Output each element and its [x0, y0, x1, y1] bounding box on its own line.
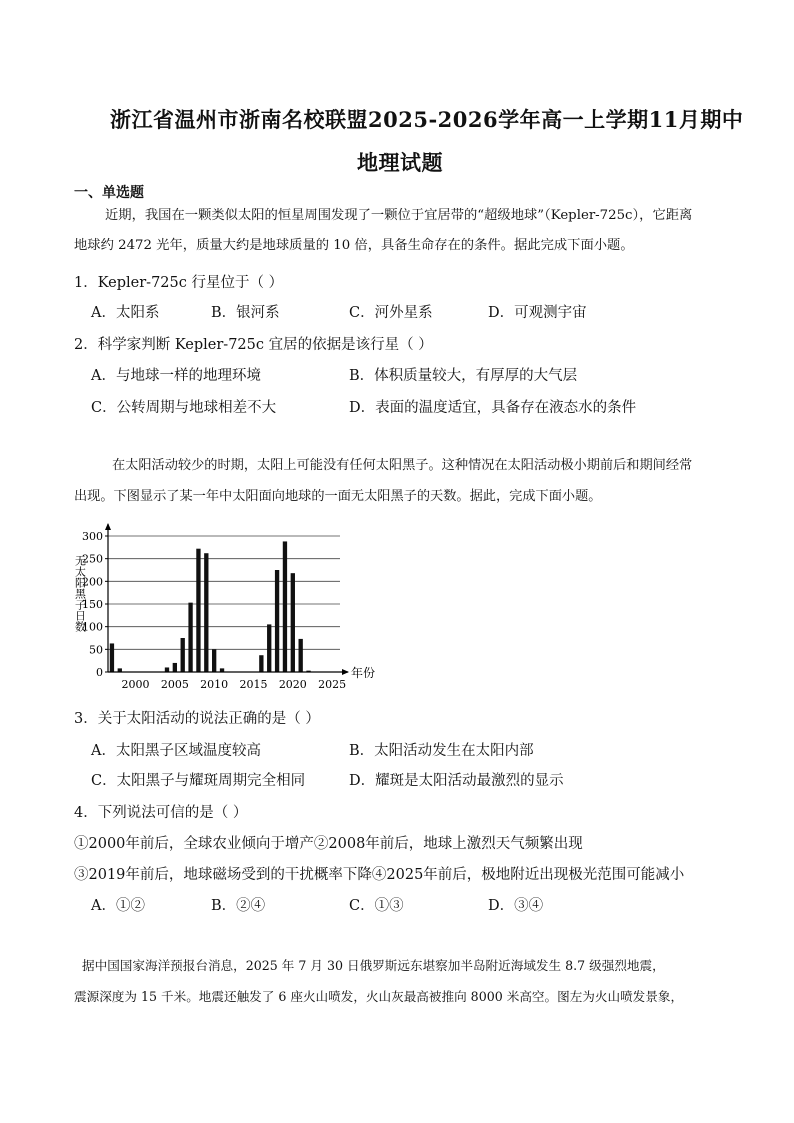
chart-x-axis-arrow — [342, 669, 349, 675]
q1-option-b: B．银河系 — [211, 305, 280, 321]
section-heading: 一、单选题 — [74, 185, 144, 201]
q1-stem: 1．Kepler-725c 行星位于（ ） — [74, 275, 284, 291]
chart-bar — [283, 541, 287, 672]
q4-option-c: C．①③ — [349, 898, 404, 914]
q3-option-a: A．太阳黑子区域温度较高 — [91, 743, 261, 759]
chart-y-tick-label: 250 — [82, 552, 103, 566]
q2-option-a: A．与地球一样的地理环境 — [91, 368, 261, 384]
q4-option-b: B．②④ — [211, 898, 266, 914]
q1-option-c: C．河外星系 — [349, 305, 433, 321]
chart-bar — [204, 553, 208, 672]
q3-option-c: C．太阳黑子与耀斑周期完全相同 — [91, 773, 306, 789]
q2-option-d: D．表面的温度适宜，具备存在液态水的条件 — [349, 400, 637, 416]
q2-option-b: B．体积质量较大，有厚厚的大气层 — [349, 368, 578, 384]
chart-bar — [299, 639, 303, 672]
chart-x-tick-label: 2005 — [160, 678, 189, 691]
passage3-line2: 震源深度为 15 千米。地震还触发了 6 座火山喷发，火山灰最高被推向 8000 米高空。图左为火山喷发景象， — [74, 989, 684, 1004]
page-title-line2: 地理试题 — [357, 150, 443, 175]
passage2-line2: 出现。下图显示了某一年中太阳面向地球的一面无太阳黑子的天数。据此，完成下面小题。 — [74, 489, 602, 504]
chart-y-tick-label: 50 — [89, 643, 103, 657]
chart-y-tick-label: 150 — [82, 598, 103, 611]
chart-bar — [259, 655, 263, 672]
q4-stem: 4．下列说法可信的是（ ） — [74, 805, 248, 821]
chart-bar — [188, 603, 192, 672]
passage1-line1: 近期，我国在一颗类似太阳的恒星周围发现了一颗位于宜居带的“超级地球”（Kepler-725c），它距离 — [105, 208, 693, 223]
chart-x-tick-label: 2000 — [121, 678, 150, 691]
q4-statement-line2: ③2019年前后，地球磁场受到的干扰概率下降④2025年前后，极地附近出现极光范围可能减小 — [74, 867, 685, 883]
q3-option-d: D．耀斑是太阳活动最激烈的显示 — [349, 773, 564, 789]
chart-y-tick-label: 100 — [82, 620, 103, 634]
chart-bar — [275, 570, 279, 672]
chart-bar — [212, 649, 216, 672]
chart-x-ticks — [122, 678, 347, 691]
chart-x-tick-label: 2020 — [278, 678, 307, 691]
chart-bar — [291, 573, 295, 672]
chart-bar — [181, 638, 185, 672]
chart-y-tick-label: 200 — [82, 575, 103, 589]
q1-option-a: A．太阳系 — [91, 305, 160, 321]
chart-y-label: 无太阳黑子日数 — [73, 555, 87, 632]
passage1-line2: 地球约 2472 光年，质量大约是地球质量的 10 倍，具备生命存在的条件。据此完成下面小题。 — [74, 238, 634, 253]
chart-bar — [267, 624, 271, 672]
q3-option-b: B．太阳活动发生在太阳内部 — [349, 743, 534, 759]
chart-x-tick-label: 2015 — [239, 678, 268, 691]
q1-option-d: D．可观测宇宙 — [488, 305, 587, 321]
q4-statement-line1: ①2000年前后，全球农业倾向于增产②2008年前后，地球上激烈天气频繁出现 — [74, 836, 583, 852]
q4-option-d: D．③④ — [488, 898, 544, 914]
page-title-line1: 浙江省温州市浙南名校联盟2025-2026学年高一上学期11月期中 — [110, 107, 744, 132]
chart-x-label: 年份 — [351, 666, 376, 680]
chart-bar — [196, 549, 200, 672]
q4-option-a: A．①② — [91, 898, 145, 914]
chart-y-tick-label: 300 — [82, 530, 103, 543]
chart-y-axis-arrow — [105, 523, 111, 530]
chart-y-tick-label: 0 — [96, 666, 103, 679]
q2-stem: 2．科学家判断 Kepler-725c 宜居的依据是该行星（ ） — [74, 337, 433, 353]
chart-x-tick-label: 2010 — [200, 678, 229, 691]
chart-bar — [165, 667, 169, 672]
chart-x-tick-label: 2025 — [318, 678, 347, 691]
sunspot-bar-chart — [73, 520, 388, 691]
chart-bar — [173, 663, 177, 672]
chart-bars — [110, 541, 311, 672]
passage2-line1: 在太阳活动较少的时期，太阳上可能没有任何太阳黑子。这种情况在太阳活动极小期前后和期间经常 — [112, 458, 693, 473]
q2-option-c: C．公转周期与地球相差不大 — [91, 400, 277, 416]
chart-axes — [105, 523, 349, 675]
chart-gridlines — [108, 536, 340, 649]
q3-stem: 3．关于太阳活动的说法正确的是（ ） — [74, 711, 320, 727]
passage3-line1: 据中国国家海洋预报台消息，2025 年 7 月 30 日俄罗斯远东堪察加半岛附近海域发生 8.7 级强烈地震， — [82, 958, 665, 973]
chart-bar — [110, 643, 114, 672]
